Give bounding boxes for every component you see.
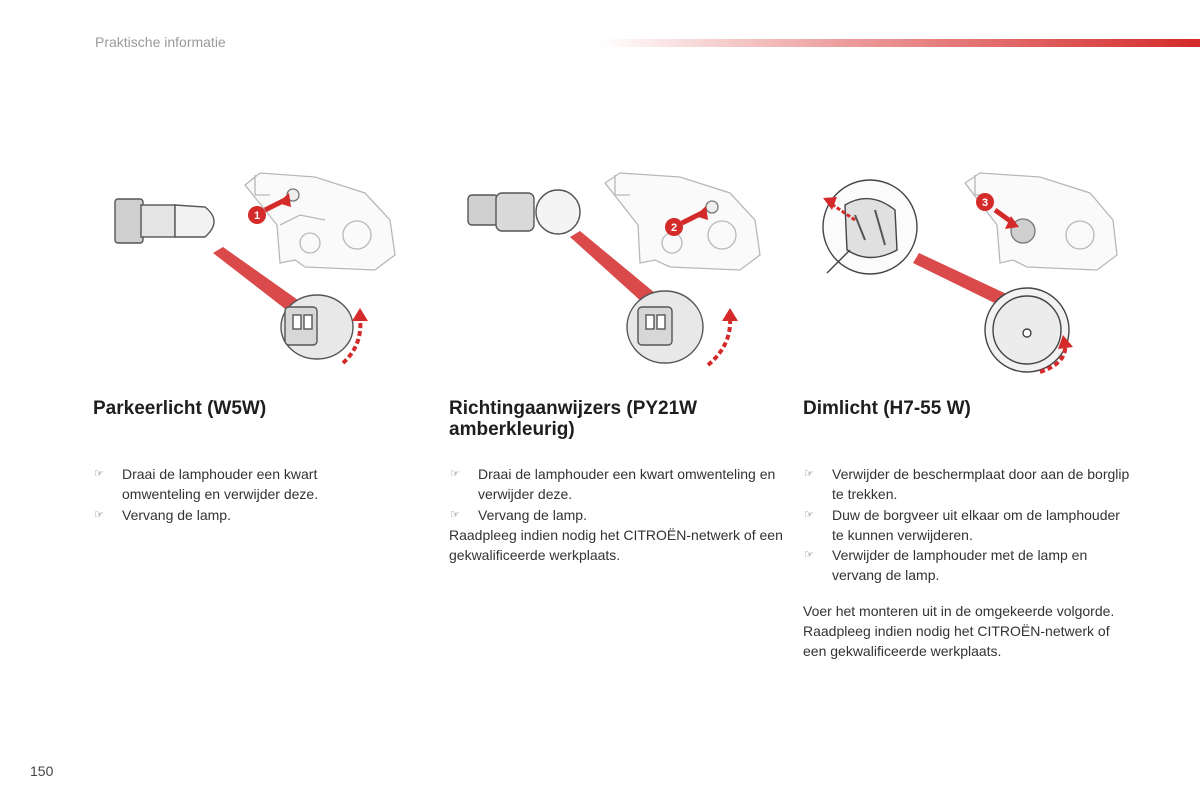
figure-turn-indicator (460, 165, 775, 390)
instruction-list (93, 464, 393, 525)
bulb-holder-illustration (115, 199, 214, 243)
step-number: 2 (670, 222, 678, 234)
page-number: 150 (30, 763, 54, 779)
section-title: Parkeerlicht (W5W) (93, 398, 267, 419)
instruction-item: ☞ Duw de borgveer uit elkaar om de lamphouder te kunnen verwijderen. (803, 505, 1133, 546)
section-turn-indicators (449, 398, 784, 565)
headlamp-unit-illustration (965, 173, 1117, 270)
note-text: Raadpleeg indien nodig het CITROËN-netwerk of een gekwalificeerde werkplaats. (449, 526, 783, 564)
instruction-item: ☞ Draai de lamphouder een kwart omwenteling en verwijder deze. (449, 464, 784, 505)
section-title: Dimlicht (H7-55 W) (803, 398, 971, 419)
note-text: Voer het monteren uit in de omgekeerde volgorde. (803, 602, 1115, 619)
instruction-item: ☞ Vervang de lamp. (93, 505, 393, 525)
instruction-list (449, 464, 784, 525)
protective-cap-closeup (985, 288, 1069, 372)
note-text: Raadpleeg indien nodig het CITROËN-netwerk of een gekwalificeerde werkplaats. (803, 623, 1110, 660)
instruction-item: ☞ Vervang de lamp. (449, 505, 784, 525)
figure-parking-light (105, 165, 405, 390)
figure-dipped-beam (815, 165, 1120, 390)
lamp-holder-closeup (281, 295, 353, 359)
lamp-socket-marker (706, 201, 718, 213)
instruction-list (803, 464, 1133, 586)
header-accent-bar (600, 39, 1200, 47)
instruction-item: ☞ Draai de lamphouder een kwart omwenteling en verwijder deze. (93, 464, 393, 505)
rotate-arrow (708, 317, 730, 365)
section-parking-light (93, 398, 393, 525)
section-title: Richtingaanwijzers (PY21W amberkleurig) (449, 398, 698, 440)
section-dipped-beam (803, 398, 1133, 662)
instruction-item: ☞ Verwijder de beschermplaat door aan de borglip te trekken. (803, 464, 1133, 505)
instruction-item: ☞ Verwijder de lamphouder met de lamp en vervang de lamp. (803, 545, 1133, 586)
headlamp-unit-illustration (245, 173, 395, 270)
bulb-holder-illustration (468, 190, 580, 234)
spring-clip-closeup (823, 180, 917, 274)
lamp-holder-closeup (627, 291, 703, 363)
step-number: 1 (253, 210, 261, 222)
section-header: Praktische informatie (95, 34, 226, 50)
step-number: 3 (981, 197, 989, 209)
